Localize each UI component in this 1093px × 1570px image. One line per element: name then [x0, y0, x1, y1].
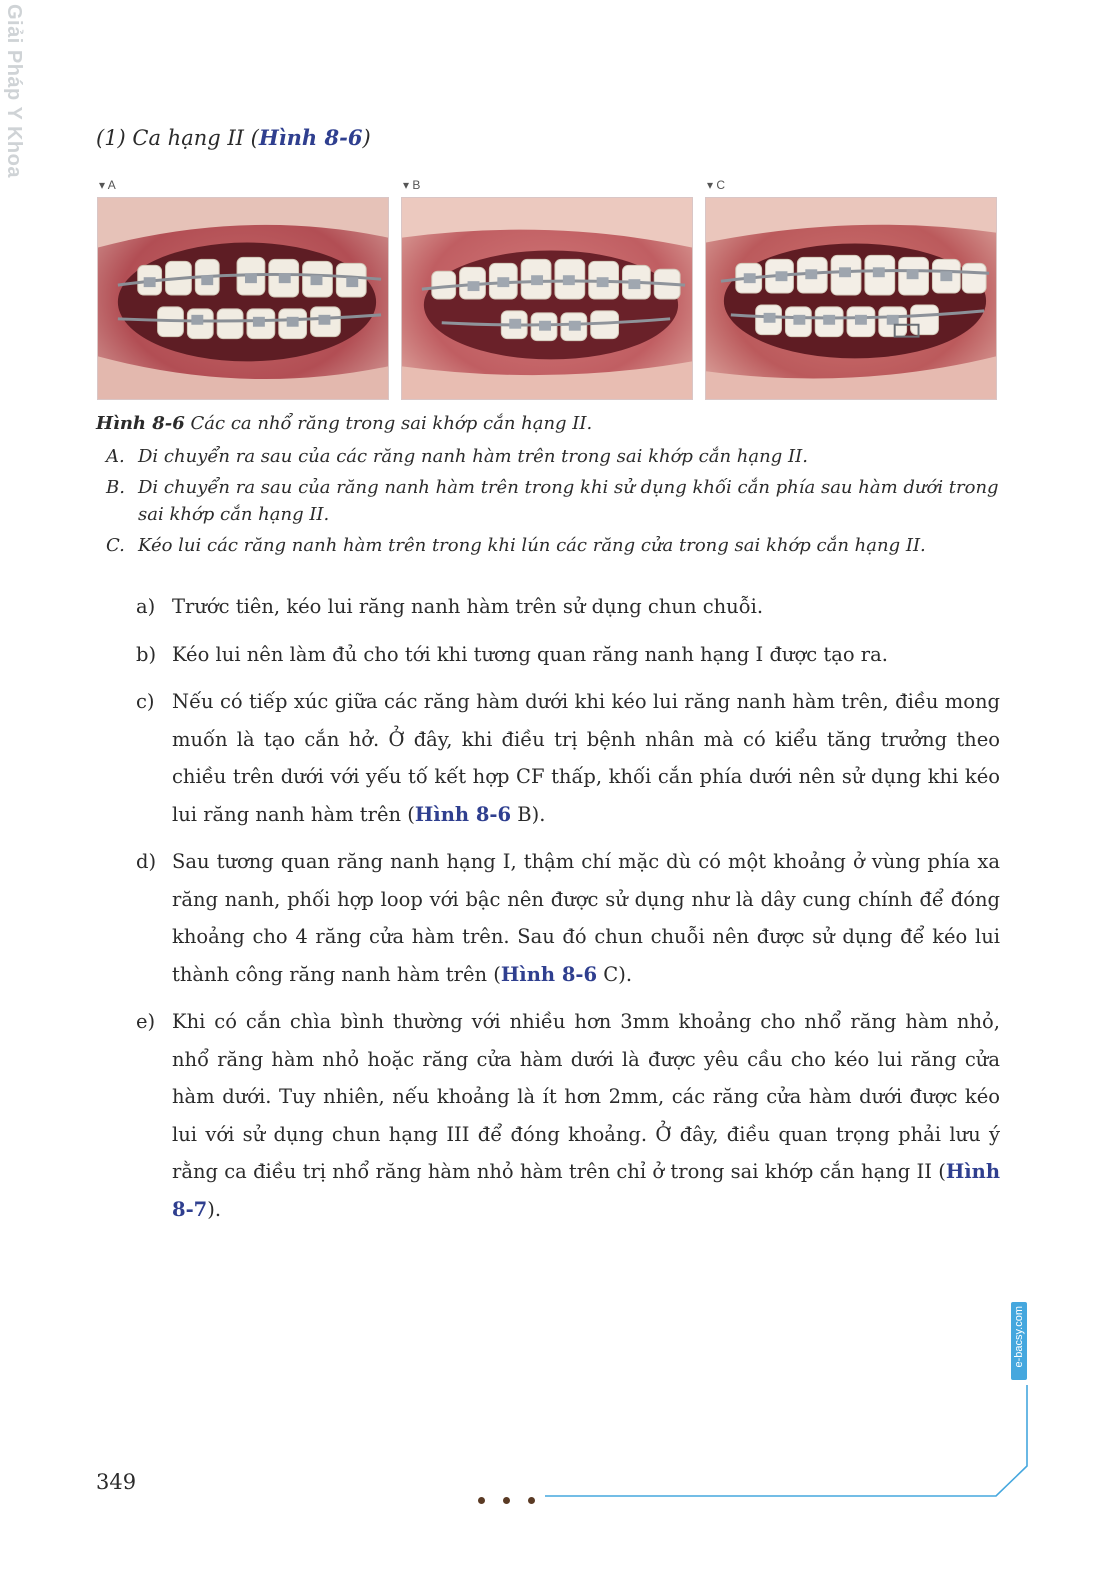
side-watermark — [2, 4, 24, 184]
list-text-suffix: ). — [207, 1197, 222, 1221]
decorative-dots — [478, 1489, 553, 1508]
photo-label: ▾ C — [707, 178, 726, 192]
caption-items — [96, 443, 1006, 559]
list-text-suffix: C). — [597, 962, 633, 986]
list-marker: c) — [136, 690, 155, 713]
caption-item-text: Di chuyển ra sau của các răng nanh hàm trên trong sai khớp cắn hạng II. — [138, 446, 808, 467]
list-text-suffix: B). — [511, 802, 546, 826]
list-item-b — [136, 636, 1000, 674]
figure-link-8-6-b[interactable]: Hình 8-6 — [414, 802, 512, 826]
list-marker: d) — [136, 850, 157, 873]
case-heading — [96, 125, 371, 150]
dot-icon — [478, 1497, 485, 1504]
photo-a — [97, 178, 389, 400]
list-item-c — [136, 683, 1000, 833]
caption-item-marker: C. — [106, 535, 125, 556]
case-heading-suffix: ) — [362, 126, 371, 150]
figure-link-8-6-c[interactable]: Hình 8-6 — [500, 962, 598, 986]
photo-c — [705, 178, 997, 400]
photo-b — [401, 178, 693, 400]
site-tag-text: e-bacsy.com — [1013, 1306, 1025, 1368]
caption-item-c — [96, 532, 1006, 559]
dental-photo-image — [705, 197, 997, 400]
dental-photo-image — [401, 197, 693, 400]
caption-item-marker: A. — [106, 446, 125, 467]
list-item-d — [136, 843, 1000, 993]
figure-link-8-6[interactable]: Hình 8-6 — [258, 125, 363, 150]
case-heading-prefix: (1) Ca hạng II ( — [96, 126, 259, 150]
list-marker: b) — [136, 642, 157, 666]
page-number: 349 — [96, 1470, 137, 1494]
watermark-text: Giải Pháp Y Khoa — [3, 4, 25, 178]
list-item-a — [136, 588, 1000, 626]
dot-icon — [528, 1497, 535, 1504]
list-text: Trước tiên, kéo lui răng nanh hàm trên sử dụng chun chuỗi. — [172, 595, 764, 618]
list-marker: e) — [136, 1010, 156, 1033]
caption-item-b — [96, 474, 1006, 528]
list-text: Khi có cắn chìa bình thường với nhiều hơn 3mm khoảng cho nhổ răng hàm nhỏ, nhổ răng hàm nhỏ hoặc răng cửa hàm dưới là được yêu cầu cho kéo lui răng cửa hàm dưới. Tuy nhiên, nếu khoảng là ít hơn 2mm, các răng cửa hàm dưới được kéo lui với sử dụng chun hạng III để đóng khoảng. Ở đây, điều quan trọng phải lưu ý rằng ca điều trị nhổ răng hàm nhỏ hàm trên chỉ ở trong sai khớp cắn hạng II ( — [172, 1010, 1000, 1183]
photo-label: ▾ A — [99, 178, 116, 192]
list-text: Kéo lui nên làm đủ cho tới khi tương quan răng nanh hạng I được tạo ra. — [172, 642, 888, 666]
caption-item-text: Kéo lui các răng nanh hàm trên trong khi lún các răng cửa trong sai khớp cắn hạng II. — [138, 535, 926, 556]
list-text: Sau tương quan răng nanh hạng I, thậm chí mặc dù có một khoảng ở vùng phía xa răng nanh, phối hợp loop với bậc nên được sử dụng như là dây cung chính để đóng khoảng cho 4 răng cửa hàm trên. Sau đó chun chuỗi nên được sử dụng để kéo lui thành công răng nanh hàm trên ( — [172, 850, 1000, 986]
caption-title-line — [96, 412, 1006, 436]
site-tag — [1011, 1302, 1027, 1380]
caption-item-a — [96, 443, 1006, 470]
caption-title: Hình 8-6 — [96, 413, 185, 434]
body-list — [136, 588, 1000, 1238]
dental-photo-image — [97, 197, 389, 400]
dot-icon — [503, 1497, 510, 1504]
list-marker: a) — [136, 595, 156, 618]
figure-caption — [96, 412, 1006, 563]
list-item-e — [136, 1003, 1000, 1228]
figure-link-8-7[interactable]: Hình 8-7 — [172, 1160, 1000, 1221]
caption-item-text: Di chuyển ra sau của răng nanh hàm trên trong khi sử dụng khối cắn phía sau hàm dưới trong sai khớp cắn hạng II. — [138, 477, 999, 525]
caption-title-text: Các ca nhổ răng trong sai khớp cắn hạng II. — [184, 413, 593, 434]
list-text: Nếu có tiếp xúc giữa các răng hàm dưới khi kéo lui răng nanh hàm trên, điều mong muốn là tạo cắn hở. Ở đây, khi điều trị bệnh nhân mà có kiểu tăng trưởng theo chiều trên dưới với yếu tố kết hợp CF thấp, khối cắn phía dưới nên sử dụng khi kéo lui răng nanh hàm trên ( — [172, 690, 1000, 826]
caption-item-marker: B. — [106, 477, 125, 498]
photo-label: ▾ B — [403, 178, 421, 192]
